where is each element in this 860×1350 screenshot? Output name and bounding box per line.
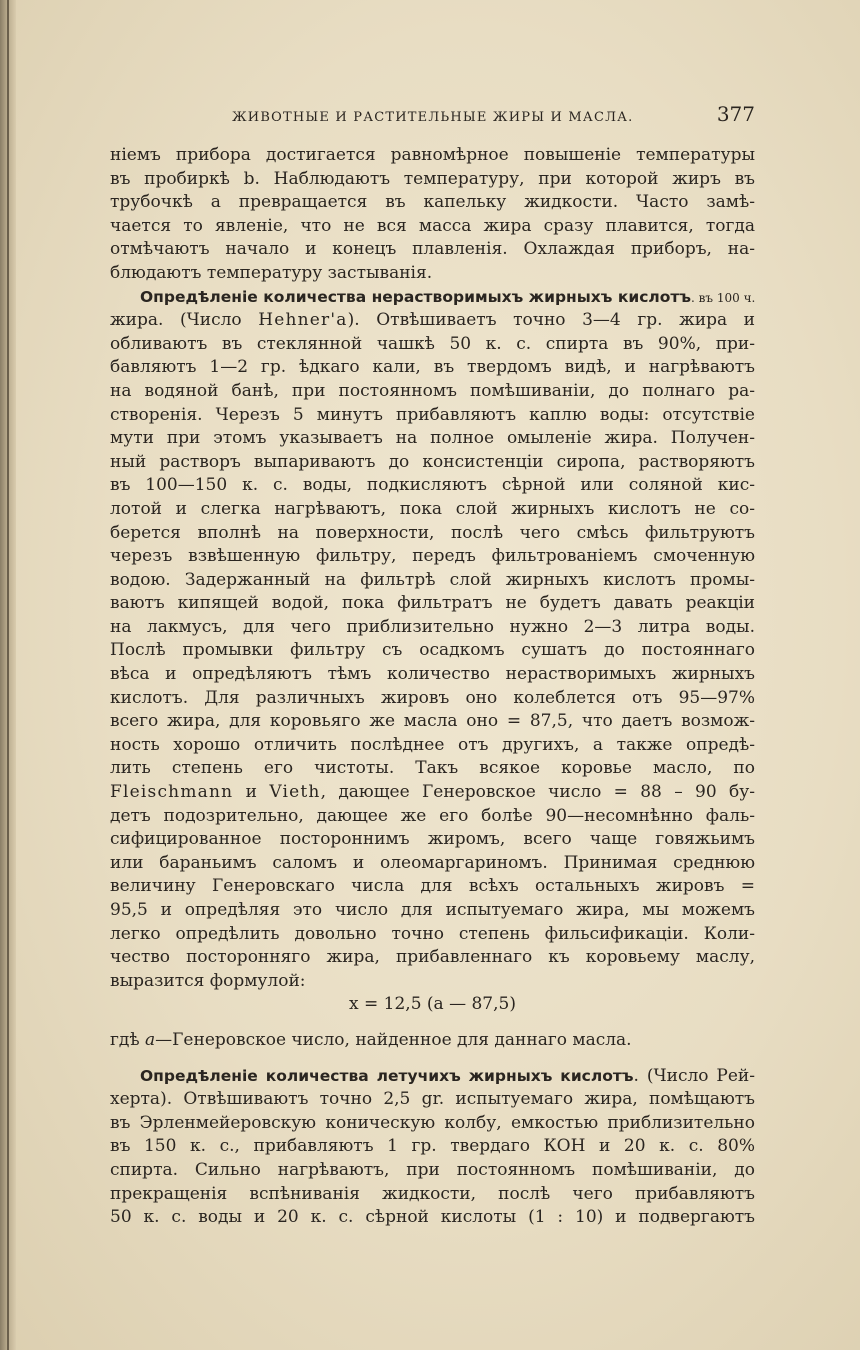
text-span: . (Число Рей- xyxy=(633,1065,755,1086)
text-line xyxy=(110,1065,755,1089)
text-line: кислотъ. Для различныхъ жировъ оно колеблется отъ 95—97% xyxy=(110,687,755,708)
spine-edge xyxy=(7,0,9,1350)
text-line: трубочкѣ а превращается въ капельку жидкости. Часто замѣ- xyxy=(110,192,755,213)
text-line xyxy=(110,309,755,333)
text-line: прекращенія вспѣниванія жидкости, послѣ чего прибавляютъ xyxy=(110,1183,755,1204)
text-span: ). Отвѣшиваетъ точно 3—4 гр. жира и xyxy=(347,310,755,331)
text-line: ность хорошо отличить послѣднее отъ другихъ, а также опредѣ- xyxy=(110,734,755,755)
text-line: ваютъ кипящей водой, пока фильтратъ не будетъ давать реакціи xyxy=(110,593,755,614)
text-line: водою. Задержанный на фильтрѣ слой жирныхъ кислотъ промы- xyxy=(110,569,755,590)
text-span: —Генеровское число, найденное для даннаго масла. xyxy=(155,1029,632,1050)
text-line: ніемъ прибора достигается равномѣрное повышеніе температуры xyxy=(110,145,755,165)
text-line: блюдаютъ температуру застыванія. xyxy=(110,262,433,283)
text-line: величину Генеровскаго числа для всѣхъ остальныхъ жировъ = xyxy=(110,876,755,897)
text-line: берется вполнѣ на поверхности, послѣ чего смѣсь фильтруютъ xyxy=(110,522,755,543)
text-line: лить степень его чистоты. Такъ всякое коровье масло, по xyxy=(110,758,755,779)
text-line: спирта. Сильно нагрѣваютъ, при постоянномъ помѣшиваніи, до xyxy=(110,1159,755,1180)
text-line: отмѣчаютъ начало и конецъ плавленія. Охлаждая приборъ, на- xyxy=(110,239,755,260)
text-line: черезъ взвѣшенную фильтру, передъ фильтрованіемъ смоченную xyxy=(110,546,755,567)
text-line: обливаютъ въ стеклянной чашкѣ 50 к. с. спирта въ 90%, при- xyxy=(110,333,755,354)
text-line: сифицированное постороннимъ жиромъ, всего чаще говяжьимъ xyxy=(110,829,755,850)
text-line: мути при этомъ указываетъ на полное омыленіе жира. Получен- xyxy=(110,428,755,449)
text-line: чество посторонняго жира, прибавленнаго къ коровьему маслу, xyxy=(110,947,755,968)
text-line: въ пробиркѣ b. Наблюдаютъ температуру, при которой жиръ въ xyxy=(110,168,755,189)
section-heading: Опредѣленіе количества нерастворимыхъ жирныхъ кислотъ xyxy=(140,287,692,306)
spacer xyxy=(110,1017,755,1029)
text-line xyxy=(110,286,755,310)
text-line xyxy=(110,1029,755,1053)
text-span: гдѣ xyxy=(110,1029,146,1050)
text-line: детъ подозрительно, дающее же его болѣе 90—несомнѣнно фаль- xyxy=(110,805,755,826)
person-name: Vieth xyxy=(269,782,321,803)
text-line: всего жира, для коровьяго же масла оно = 87,5, что даетъ возмож- xyxy=(110,711,755,732)
text-line: вѣса и опредѣляютъ тѣмъ количество нерастворимыхъ жирныхъ xyxy=(110,664,755,685)
text-line: лотой и слегка нагрѣваютъ, пока слой жирныхъ кислотъ не со- xyxy=(110,498,755,519)
text-line: чается то явленіе, что не вся масса жира сразу плавится, тогда xyxy=(110,215,755,236)
text-line: створенія. Черезъ 5 минутъ прибавляютъ каплю воды: отсутствіе xyxy=(110,404,755,425)
text-line: на лакмусъ, для чего приблизительно нужно 2—3 литра воды. xyxy=(110,616,755,637)
page-number: 377 xyxy=(716,102,755,126)
text-line: Послѣ промывки фильтру съ осадкомъ сушатъ до постояннаго xyxy=(110,640,755,661)
text-line: ный растворъ выпариваютъ до консистенціи сиропа, растворяютъ xyxy=(110,451,755,472)
body-text xyxy=(110,144,755,1230)
formula: x = 12,5 (a — 87,5) xyxy=(349,994,516,1015)
text-line: 95,5 и опредѣляя это число для испытуемаго жира, мы можемъ xyxy=(110,900,755,920)
person-name: Hehner'a xyxy=(258,310,348,331)
text-line: бавляютъ 1—2 гр. ѣдкаго кали, въ твердомъ видѣ, и нагрѣваютъ xyxy=(110,357,755,378)
person-name: Fleischmann xyxy=(110,782,234,803)
text-line: легко опредѣлить довольно точно степень фильсификаціи. Коли- xyxy=(110,923,755,944)
text-line: херта). Отвѣшиваютъ точно 2,5 gr. испытуемаго жира, помѣщаютъ xyxy=(110,1089,755,1110)
text-line: 50 к. с. воды и 20 к. с. сѣрной кислоты (1 : 10) и подвергаютъ xyxy=(110,1207,755,1228)
running-title: ЖИВОТНЫЕ И РАСТИТЕЛЬНЫЕ ЖИРЫ И МАСЛА. xyxy=(232,110,634,125)
text-span: , дающее Генеровское число = 88 – 90 бу- xyxy=(320,782,756,803)
variable: a xyxy=(145,1029,156,1050)
text-line: въ 150 к. с., прибавляютъ 1 гр. твердаго КОН и 20 к. с. 80% xyxy=(110,1136,755,1157)
text-span: . въ 100 ч. xyxy=(691,290,756,305)
spacer xyxy=(110,1053,755,1065)
text-line xyxy=(110,781,755,805)
book-spine xyxy=(0,0,16,1350)
text-span: и xyxy=(233,782,270,803)
text-line: на водяной банѣ, при постоянномъ помѣшиваніи, до полнаго ра- xyxy=(110,380,755,401)
text-span: жира. (Число xyxy=(110,310,259,331)
page-header xyxy=(110,102,755,130)
text-line: въ Эрленмейеровскую коническую колбу, емкостью приблизительно xyxy=(110,1112,755,1133)
text-line: въ 100—150 к. с. воды, подкисляютъ сѣрной или соляной кис- xyxy=(110,475,755,496)
text-line: выразится формулой: xyxy=(110,970,306,991)
text-line: или бараньимъ саломъ и олеомаргариномъ. Принимая среднюю xyxy=(110,852,755,873)
section-heading: Опредѣленіе количества летучихъ жирныхъ кислотъ xyxy=(140,1066,634,1085)
